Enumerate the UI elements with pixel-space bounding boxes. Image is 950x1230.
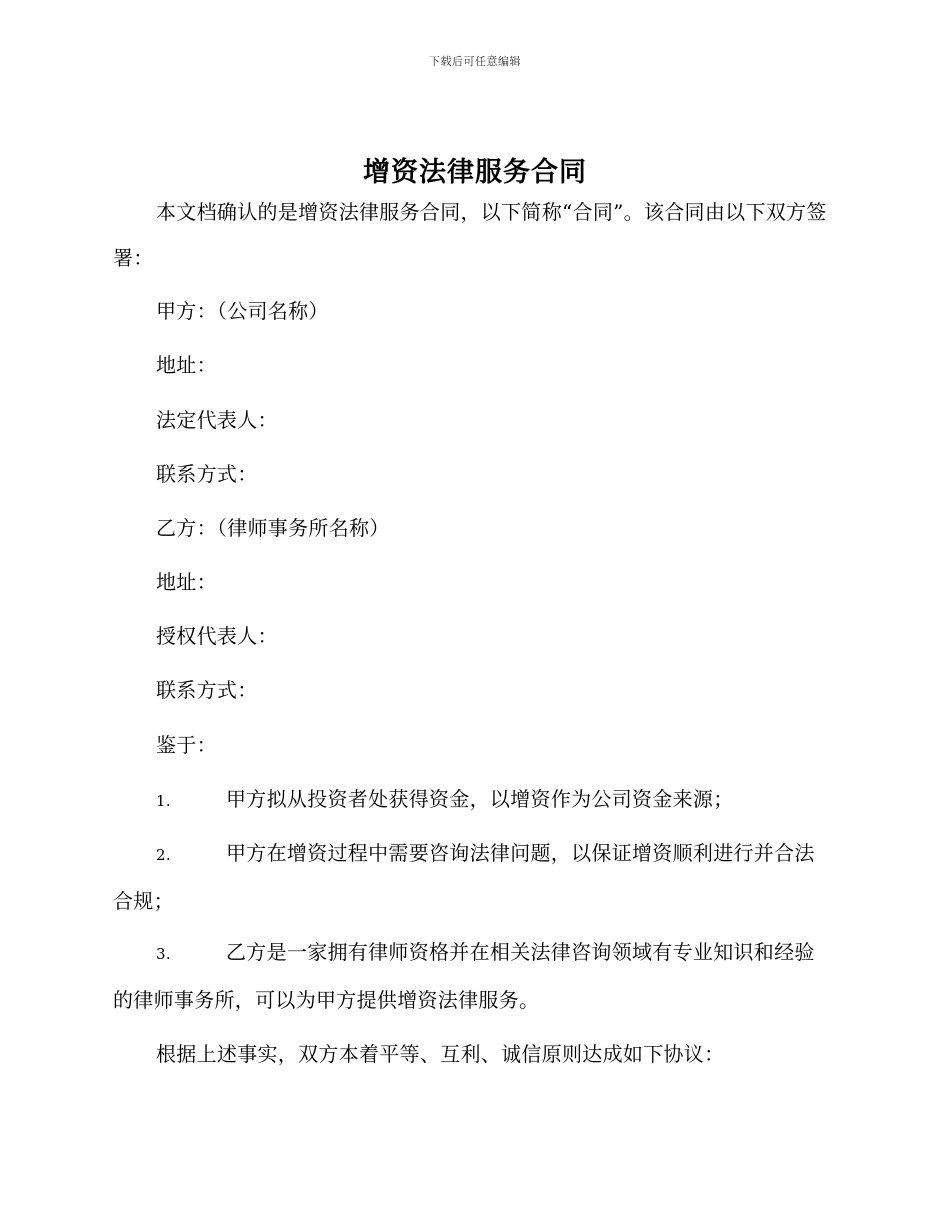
whereas-item-text: 乙方是一家拥有律师资格并在相关法律咨询领域有专业知识和经验的律师事务所，可以为甲方提供增资法律服务。	[113, 940, 815, 1012]
whereas-item-text: 甲方拟从投资者处获得资金，以增资作为公司资金来源；	[226, 787, 734, 811]
whereas-item-number: 1.	[156, 792, 171, 810]
whereas-item-number: 3.	[156, 945, 171, 963]
whereas-item-number: 2.	[156, 846, 171, 864]
whereas-item	[113, 929, 833, 1023]
party-a-address: 地址：	[156, 353, 217, 377]
intro-paragraph: 本文档确认的是增资法律服务合同，以下简称“合同”。该合同由以下双方签署：	[113, 200, 827, 270]
party-a-legal-rep: 法定代表人：	[156, 408, 278, 432]
whereas-item	[113, 830, 833, 924]
header-note: 下载后可任意编辑	[429, 55, 521, 68]
party-b-address: 地址：	[156, 570, 217, 594]
party-a-contact: 联系方式：	[156, 462, 258, 486]
party-b-auth-rep: 授权代表人：	[156, 624, 278, 648]
whereas-item	[113, 776, 833, 824]
agreement-line: 根据上述事实，双方本着平等、互利、诚信原则达成如下协议：	[156, 1042, 725, 1066]
party-a-name: 甲方：（公司名称）	[156, 299, 329, 323]
party-b-contact: 联系方式：	[156, 678, 258, 702]
party-b-name: 乙方：（律师事务所名称）	[156, 516, 390, 540]
whereas-label: 鉴于：	[156, 733, 217, 757]
document-title: 增资法律服务合同	[363, 157, 587, 188]
whereas-item-text: 甲方在增资过程中需要咨询法律问题，以保证增资顺利进行并合法合规；	[113, 841, 815, 913]
